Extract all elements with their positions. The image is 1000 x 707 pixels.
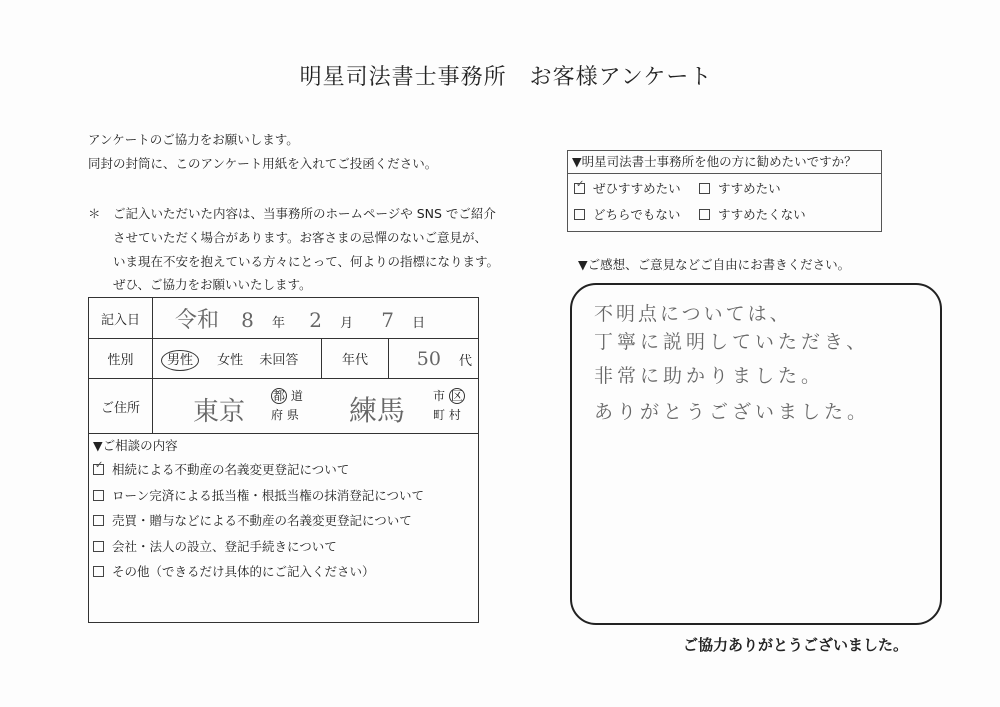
consultation-item[interactable] [93,562,375,580]
item-label: その他（できるだけ具体的にご記入ください） [112,564,375,579]
city-unit: 市 [433,389,446,403]
note-line: ぜひ、ご協力をお願いいたします。 [113,277,312,292]
comments-header: ▼ご感想、ご意見などご自由にお書きください。 [578,257,851,272]
intro-line: アンケートのご協力をお願いします。 [88,132,299,147]
checkbox[interactable] [93,541,104,552]
option-label: どちらでもない [593,207,681,222]
checkbox-checked[interactable] [93,464,104,475]
recommend-option[interactable] [574,205,680,223]
option-label: すすめたくない [718,207,806,222]
comment-line: 不明点については、 [594,303,792,325]
checkbox[interactable] [699,183,710,194]
gender-label: 性別 [89,339,153,379]
item-label: 相続による不動産の名義変更登記について [112,462,350,477]
gender-option-selected[interactable]: 男性 [161,350,199,371]
city-unit: 町 [433,408,446,422]
note-asterisk: ＊ [88,206,101,221]
recommend-section [567,150,882,232]
consultation-item[interactable] [93,486,424,504]
note-line: ご記入いただいた内容は、当事務所のホームページや SNS でご紹介 [113,206,496,221]
comment-line: 非常に助かりました。 [594,365,825,387]
comments-box[interactable] [570,283,942,625]
day-unit: 日 [412,315,426,331]
consultation-header: ▼ご相談の内容 [93,438,178,453]
customer-info-table [88,297,479,434]
prefecture: 東京 [193,397,246,427]
address-field[interactable] [153,379,479,434]
consultation-item[interactable] [93,511,412,529]
prefecture-units [271,387,311,425]
consultation-section [88,432,479,623]
note-line: いま現在不安を抱えている方々にとって、何よりの指標になります。 [113,254,500,269]
item-label: 会社・法人の設立、登記手続きについて [112,539,337,554]
city-unit-selected: 区 [450,389,463,403]
age-label: 年代 [322,339,389,379]
recommend-option[interactable] [699,179,781,197]
comment-line: 丁寧に説明していただき、 [594,331,870,353]
age-unit: 代 [458,353,472,369]
pref-unit: 道 [290,389,303,403]
gender-option[interactable]: 女性 [217,353,244,368]
city-units [433,387,473,425]
comment-line: ありがとうございました。 [594,401,871,423]
page-title: 明星司法書士事務所 お客様アンケート [299,65,713,90]
date-field[interactable] [153,298,479,339]
year-unit: 年 [272,315,286,331]
pref-unit: 府 [271,408,284,422]
recommend-header: ▼明星司法書士事務所を他の方に勧めたいですか？ [568,151,881,174]
item-label: ローン完済による抵当権・根抵当権の抹消登記について [112,488,425,503]
address-label: ご住所 [89,379,153,434]
item-label: 売買・贈与などによる不動産の名義変更登記について [112,513,412,528]
thank-you-footer: ご協力ありがとうございました。 [683,636,909,654]
year: 8 [241,307,254,332]
city-unit: 村 [448,408,461,422]
option-label: すすめたい [718,181,781,196]
checkbox[interactable] [93,490,104,501]
pref-unit: 県 [286,408,299,422]
month-unit: 月 [340,315,354,331]
age-field[interactable] [389,339,479,379]
pref-unit-selected: 都 [273,389,286,403]
note-line: させていただく場合があります。お客さまの忌憚のないご意見が、 [113,230,488,245]
checkbox[interactable] [93,566,104,577]
era: 令和 [175,307,220,333]
gender-option[interactable]: 未回答 [259,353,299,368]
age-value: 50 [416,347,441,370]
intro-line: 同封の封筒に、このアンケート用紙を入れてご投函ください。 [88,156,438,171]
consultation-item[interactable] [93,537,337,555]
gender-options[interactable] [153,339,322,379]
recommend-option[interactable] [699,205,806,223]
date-label: 記入日 [89,298,153,339]
city: 練馬 [349,394,406,427]
month: 2 [309,307,322,332]
option-label: ぜひすすめたい [593,181,681,196]
checkbox-checked[interactable] [574,183,585,194]
checkbox[interactable] [93,515,104,526]
recommend-option[interactable] [574,179,681,197]
day: 7 [381,307,394,332]
checkbox[interactable] [574,209,585,220]
consultation-item[interactable] [93,460,349,478]
checkbox[interactable] [699,209,710,220]
